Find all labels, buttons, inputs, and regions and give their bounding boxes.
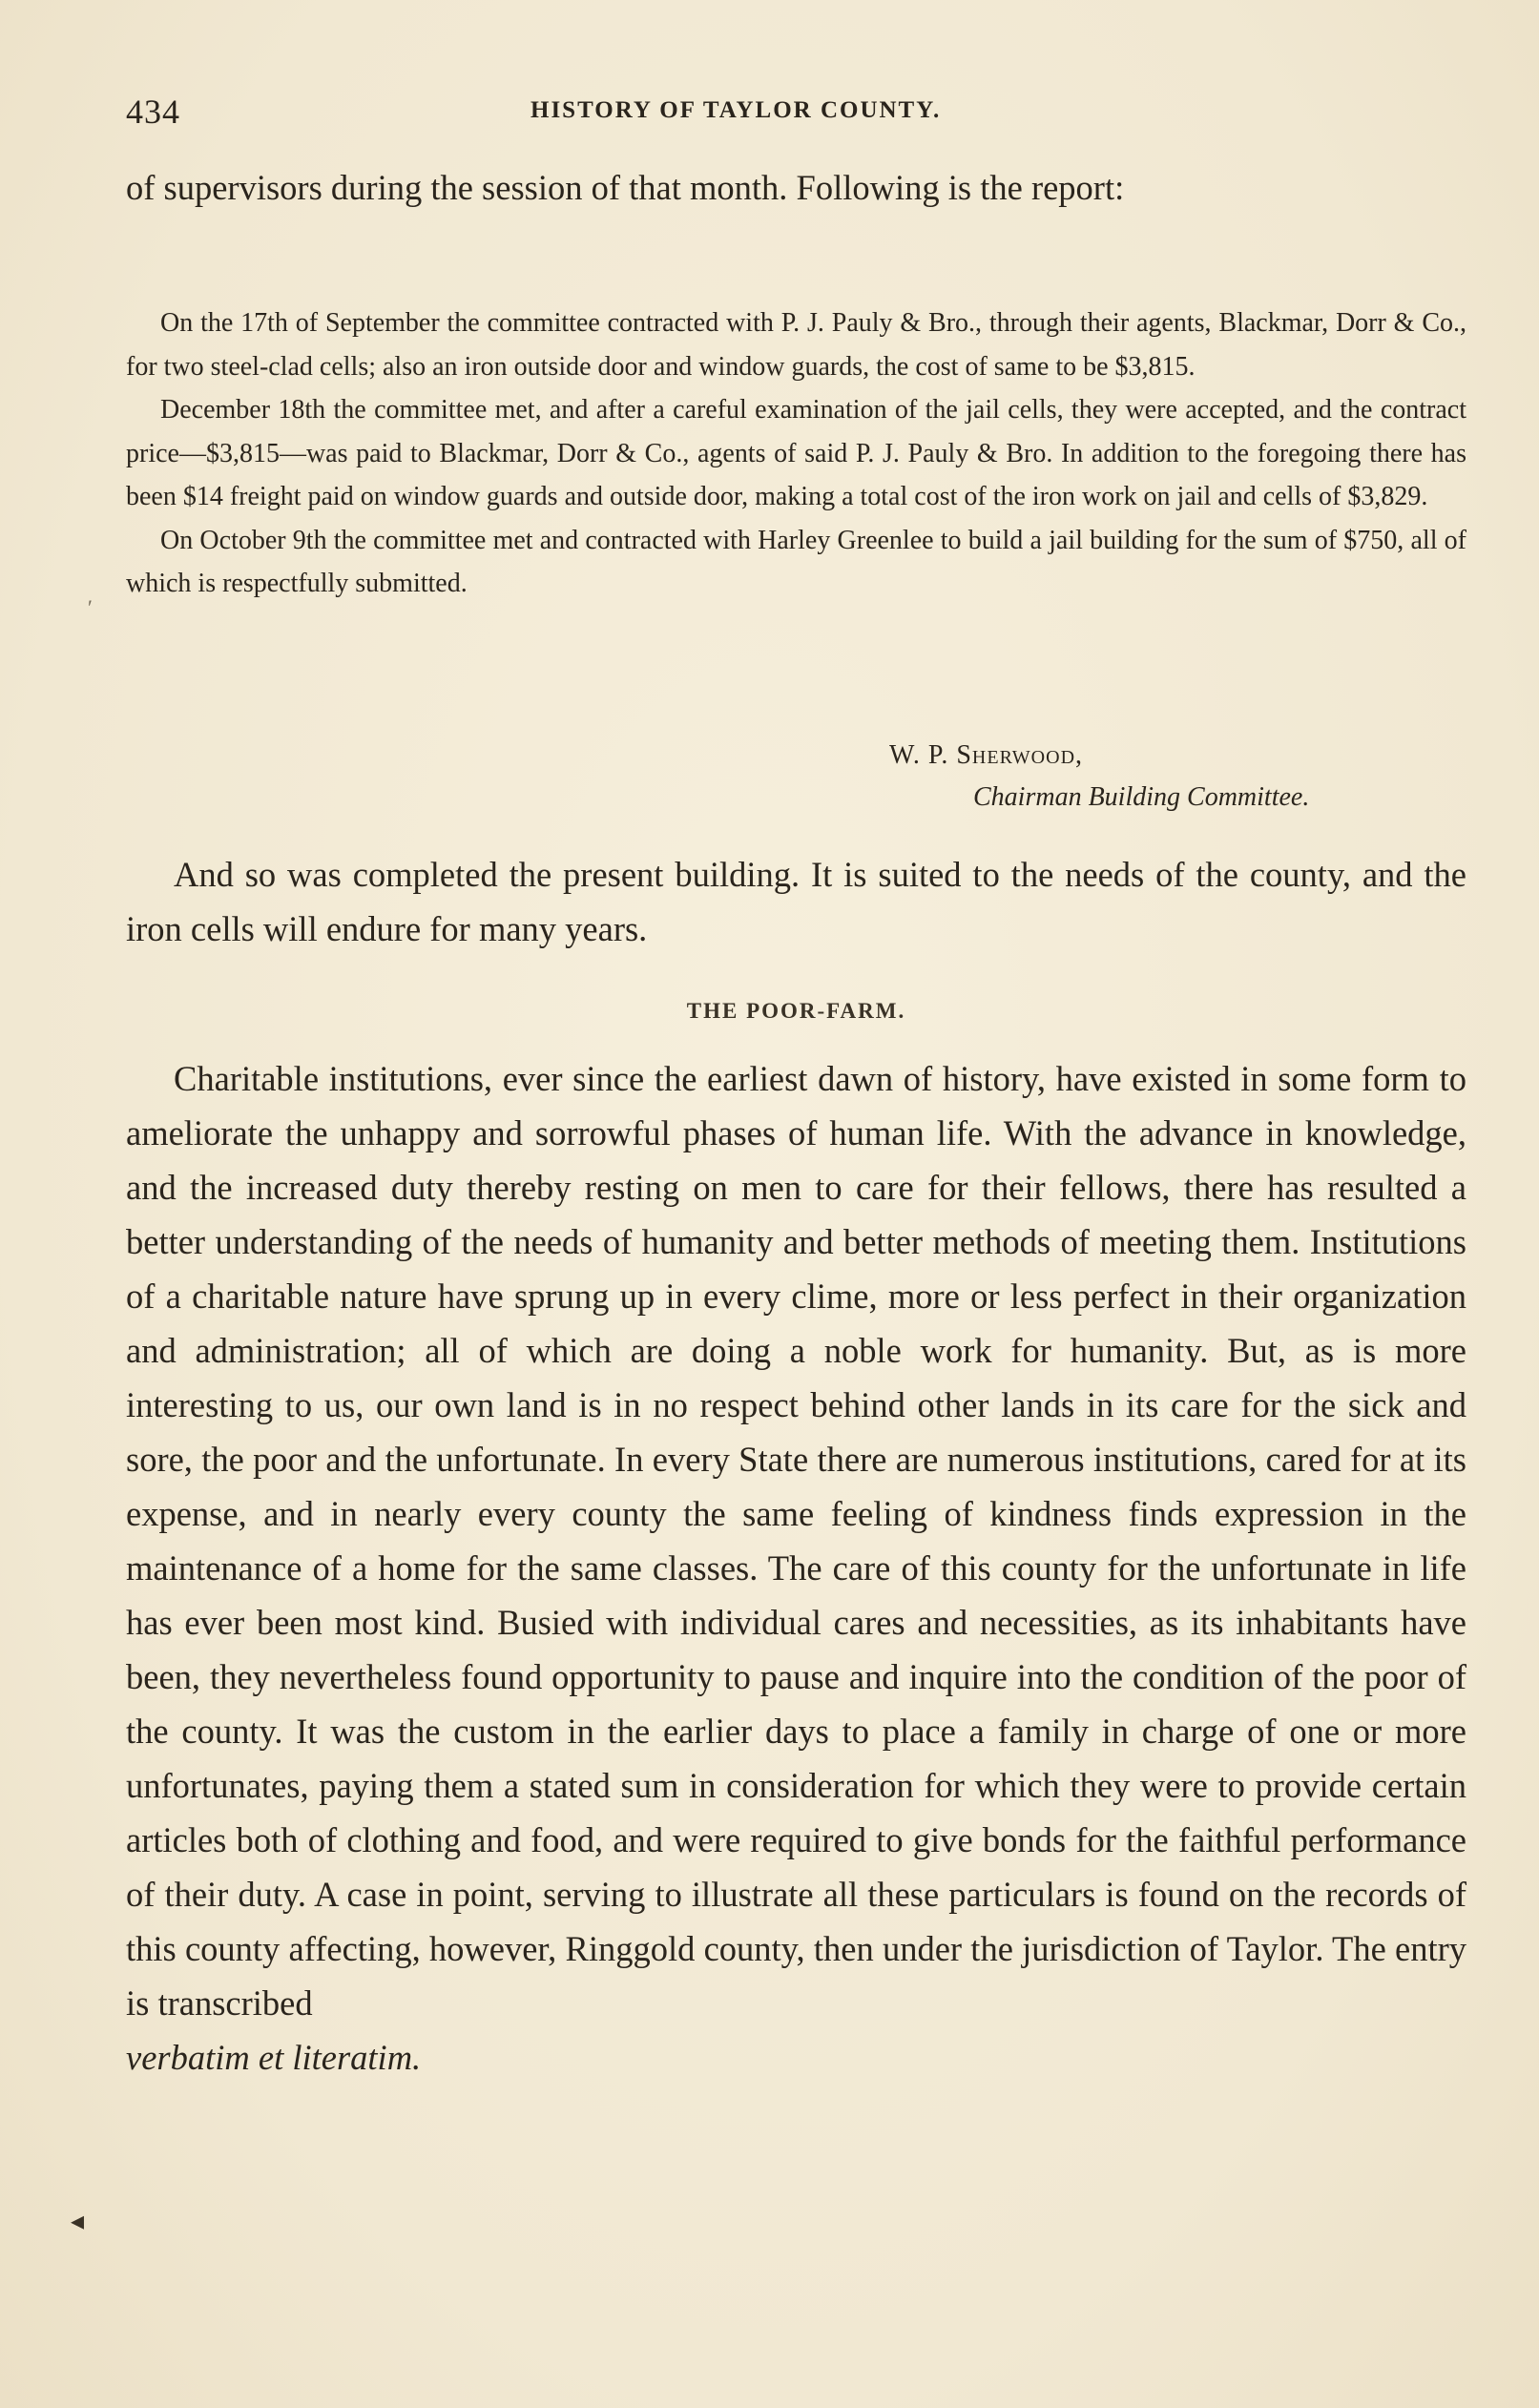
- poor-farm-text: [126, 1051, 1466, 2085]
- signatory-surname: herwood,: [971, 740, 1084, 770]
- margin-pointer-mark: ◂: [71, 2207, 85, 2236]
- section-heading: THE POOR-FARM.: [686, 999, 906, 1023]
- poor-farm-paragraph: [126, 1051, 1466, 2085]
- report-paragraph: December 18th the committee met, and after a careful examination of the jail cells, they were accepted, and the contract price—$3,815—was paid to Blackmar, Dorr & Co., agents of said P. J. Pauly & Bro. In addition to the foregoing there has been $14 freight paid on window guards and outside door, making a total cost of the iron work on jail and cells of $3,829.: [126, 395, 1466, 511]
- report-paragraph: On October 9th the committee met and contracted with Harley Greenlee to build a jail building for the sum of $750, all of which is respectfully submitted.: [126, 525, 1466, 598]
- conclusion-text: And so was completed the present building. It is suited to the needs of the county, and the iron cells will endure for many years.: [126, 855, 1466, 948]
- conclusion-paragraph: [126, 847, 1466, 956]
- intro-paragraph: of supervisors during the session of that month. Following is the report:: [126, 168, 1125, 207]
- poor-farm-body: Charitable institutions, ever since the earliest dawn of history, have existed in some form to ameliorate the unhappy and sorrowful phases of human life. With the advance in knowledge, and the increased duty thereby resting on men to care for their fellows, there has resulted a better understanding of the needs of humanity and better methods of meeting them. Institutions of a charitable nature have sprung up in every clime, more or less perfect in their organization and administration; all of which are doing a noble work for humanity. But, as is more interesting to us, our own land is in no respect behind other lands in its care for the sick and sore, the poor and the unfortunate. In every State there are numerous institutions, cared for at its expense, and in nearly every county the same feeling of kindness finds expression in the maintenance of a home for the same classes. The care of this county for the unfortunate in life has ever been most kind. Busied with individual cares and necessities, as its inhabitants have been, they nevertheless found opportunity to pause and inquire into the condition of the poor of the county. It was the custom in the earlier days to place a family in charge of one or more unfortunates, paying them a stated sum in consideration for which they were to provide certain articles both of clothing and food, and were required to give bonds for the faithful performance of their duty. A case in point, serving to illustrate all these particulars is found on the records of this county affecting, however, Ringgold county, then under the jurisdiction of Taylor. The entry is transcribed: [126, 1059, 1466, 2023]
- margin-tick-mark: ′: [88, 595, 93, 619]
- report-signature: [126, 735, 1466, 819]
- committee-report: [126, 301, 1466, 606]
- page-number: 434: [126, 93, 180, 131]
- running-head: HISTORY OF TAYLOR COUNTY.: [530, 97, 942, 123]
- signatory-title: Chairman Building Committee.: [973, 782, 1310, 812]
- italic-phrase: verbatim et literatim.: [126, 2038, 422, 2077]
- report-paragraph: On the 17th of September the committee contracted with P. J. Pauly & Bro., through their agents, Blackmar, Dorr & Co., for two steel-clad cells; also an iron outside door and window guards, the cost of same to be $3,815.: [126, 308, 1466, 382]
- signatory-initials: W. P. S: [889, 740, 972, 770]
- signatory-name: [126, 735, 1466, 777]
- page-header: [126, 92, 1481, 134]
